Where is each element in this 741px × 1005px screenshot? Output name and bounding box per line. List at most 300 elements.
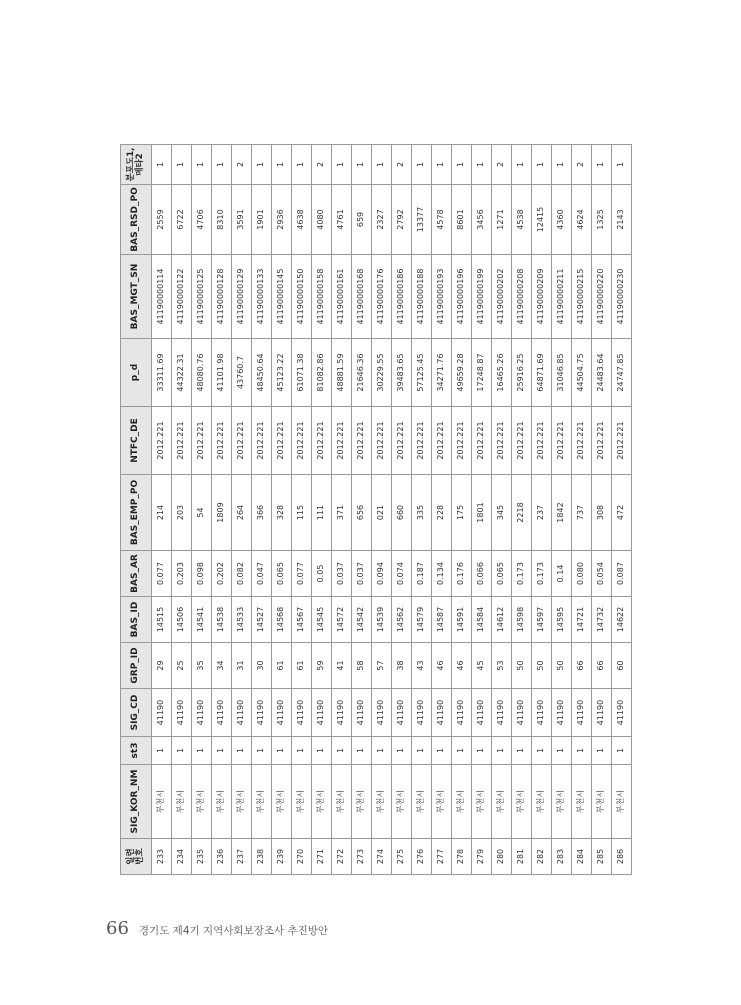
table-row xyxy=(432,145,452,875)
table-cell: 14527 xyxy=(252,597,272,643)
table-cell: 111 xyxy=(312,475,332,551)
table-cell: 41190 xyxy=(292,689,312,737)
table-cell: 0.173 xyxy=(512,551,532,597)
table-cell: 264 xyxy=(232,475,252,551)
column-header: NTFC_DE xyxy=(121,407,152,475)
table-cell: 1 xyxy=(252,737,272,765)
table-cell: 2559 xyxy=(152,185,172,255)
table-cell: 부천시 xyxy=(272,765,292,839)
table-cell: 0.187 xyxy=(412,551,432,597)
table-cell: 1 xyxy=(372,145,392,185)
table-cell: 6722 xyxy=(172,185,192,255)
table-cell: 1 xyxy=(452,737,472,765)
table-cell: 0.203 xyxy=(172,551,192,597)
table-cell: 61 xyxy=(292,643,312,689)
table-cell: 0.080 xyxy=(572,551,592,597)
table-cell: 1 xyxy=(432,145,452,185)
table-cell: 2012.221 xyxy=(312,407,332,475)
table-cell: 4761 xyxy=(332,185,352,255)
table-cell: 2936 xyxy=(272,185,292,255)
table-cell: 1 xyxy=(312,737,332,765)
table-cell: 41190000114 xyxy=(152,255,172,339)
table-cell: 24483.64 xyxy=(592,339,612,407)
table-cell: 281 xyxy=(512,839,532,875)
rotated-table-container xyxy=(120,145,626,875)
table-cell: 1 xyxy=(392,737,412,765)
table-cell: 1 xyxy=(192,145,212,185)
table-cell: 021 xyxy=(372,475,392,551)
table-cell: 2 xyxy=(492,145,512,185)
table-cell: 1 xyxy=(492,737,512,765)
table-cell: 0.054 xyxy=(592,551,612,597)
table-cell: 2012.221 xyxy=(472,407,492,475)
table-cell: 39483.65 xyxy=(392,339,412,407)
table-cell: 1 xyxy=(592,737,612,765)
table-cell: 41190 xyxy=(312,689,332,737)
table-cell: 3591 xyxy=(232,185,252,255)
table-cell: 41190000215 xyxy=(572,255,592,339)
column-header: BAS_ID xyxy=(121,597,152,643)
table-cell: 1901 xyxy=(252,185,272,255)
table-cell: 2012.221 xyxy=(592,407,612,475)
table-cell: 41190000230 xyxy=(612,255,632,339)
table-cell: 41190000158 xyxy=(312,255,332,339)
table-cell: 1 xyxy=(612,145,632,185)
table-cell: 41190000145 xyxy=(272,255,292,339)
table-cell: 14587 xyxy=(432,597,452,643)
table-row xyxy=(592,145,612,875)
table-cell: 2 xyxy=(232,145,252,185)
table-cell: 0.066 xyxy=(472,551,492,597)
table-cell: 4706 xyxy=(192,185,212,255)
table-cell: 41190 xyxy=(572,689,592,737)
table-cell: 0.065 xyxy=(272,551,292,597)
table-cell: 1 xyxy=(332,145,352,185)
table-cell: 50 xyxy=(552,643,572,689)
table-cell: 부천시 xyxy=(532,765,552,839)
table-cell: 214 xyxy=(152,475,172,551)
column-header: BAS_MGT_SN xyxy=(121,255,152,339)
table-cell: 46 xyxy=(452,643,472,689)
table-cell: 2 xyxy=(572,145,592,185)
column-header: BAS_AR xyxy=(121,551,152,597)
table-cell: 1 xyxy=(612,737,632,765)
table-cell: 61071.38 xyxy=(292,339,312,407)
table-cell: 308 xyxy=(592,475,612,551)
table-body xyxy=(152,145,632,875)
table-cell: 부천시 xyxy=(172,765,192,839)
table-cell: 1 xyxy=(152,737,172,765)
table-cell: 14568 xyxy=(272,597,292,643)
table-cell: 366 xyxy=(252,475,272,551)
table-cell: 부천시 xyxy=(432,765,452,839)
table-cell: 44322.31 xyxy=(172,339,192,407)
table-cell: 부천시 xyxy=(392,765,412,839)
table-cell: 2012.221 xyxy=(172,407,192,475)
table-cell: 48080.76 xyxy=(192,339,212,407)
table-cell: 부천시 xyxy=(372,765,392,839)
table-cell: 41190 xyxy=(272,689,292,737)
table-cell: 274 xyxy=(372,839,392,875)
table-cell: 17248.87 xyxy=(472,339,492,407)
table-cell: 14595 xyxy=(552,597,572,643)
table-cell: 277 xyxy=(432,839,452,875)
table-cell: 0.074 xyxy=(392,551,412,597)
table-cell: 273 xyxy=(352,839,372,875)
table-row xyxy=(252,145,272,875)
table-cell: 2218 xyxy=(512,475,532,551)
table-cell: 4538 xyxy=(512,185,532,255)
table-cell: 14567 xyxy=(292,597,312,643)
table-cell: 66 xyxy=(592,643,612,689)
table-cell: 41190000125 xyxy=(192,255,212,339)
table-cell: 1842 xyxy=(552,475,572,551)
table-cell: 46 xyxy=(432,643,452,689)
table-cell: 1325 xyxy=(592,185,612,255)
table-cell: 0.082 xyxy=(232,551,252,597)
table-cell: 0.098 xyxy=(192,551,212,597)
table-cell: 237 xyxy=(532,475,552,551)
table-cell: 0.065 xyxy=(492,551,512,597)
table-cell: 41190 xyxy=(512,689,532,737)
table-row xyxy=(292,145,312,875)
table-cell: 부천시 xyxy=(452,765,472,839)
table-cell: 1 xyxy=(352,737,372,765)
table-cell: 1 xyxy=(292,737,312,765)
table-cell: 2012.221 xyxy=(372,407,392,475)
table-cell: 57125.45 xyxy=(412,339,432,407)
column-header: p_d xyxy=(121,339,152,407)
table-cell: 0.087 xyxy=(612,551,632,597)
data-table xyxy=(120,144,632,875)
table-cell: 14562 xyxy=(392,597,412,643)
table-cell: 203 xyxy=(172,475,192,551)
table-cell: 41190000128 xyxy=(212,255,232,339)
table-cell: 0.037 xyxy=(332,551,352,597)
table-cell: 41190 xyxy=(432,689,452,737)
table-cell: 41190 xyxy=(612,689,632,737)
table-row xyxy=(272,145,292,875)
table-row xyxy=(152,145,172,875)
table-cell: 부천시 xyxy=(292,765,312,839)
table-cell: 41190 xyxy=(332,689,352,737)
column-header: GRP_ID xyxy=(121,643,152,689)
table-cell: 14579 xyxy=(412,597,432,643)
table-row xyxy=(412,145,432,875)
table-row xyxy=(332,145,352,875)
table-cell: 부천시 xyxy=(412,765,432,839)
table-cell: 275 xyxy=(392,839,412,875)
table-cell: 1 xyxy=(332,737,352,765)
table-cell: 2012.221 xyxy=(192,407,212,475)
table-cell: 부천시 xyxy=(332,765,352,839)
table-cell: 29 xyxy=(152,643,172,689)
table-cell: 2012.221 xyxy=(612,407,632,475)
table-cell: 1 xyxy=(472,145,492,185)
table-cell: 656 xyxy=(352,475,372,551)
table-cell: 280 xyxy=(492,839,512,875)
column-header: st3 xyxy=(121,737,152,765)
table-cell: 14622 xyxy=(612,597,632,643)
table-cell: 41190 xyxy=(232,689,252,737)
table-cell: 2327 xyxy=(372,185,392,255)
table-cell: 8601 xyxy=(452,185,472,255)
column-header: SIG_CD xyxy=(121,689,152,737)
table-cell: 41190000186 xyxy=(392,255,412,339)
table-row xyxy=(572,145,592,875)
table-cell: 41190 xyxy=(492,689,512,737)
table-cell: 21646.36 xyxy=(352,339,372,407)
table-cell: 41190 xyxy=(352,689,372,737)
table-cell: 부천시 xyxy=(312,765,332,839)
table-cell: 부천시 xyxy=(552,765,572,839)
table-cell: 3456 xyxy=(472,185,492,255)
table-cell: 33311.69 xyxy=(152,339,172,407)
table-cell: 1 xyxy=(572,737,592,765)
table-cell: 1801 xyxy=(472,475,492,551)
table-cell: 1 xyxy=(412,145,432,185)
table-cell: 41190 xyxy=(592,689,612,737)
table-cell: 41190 xyxy=(552,689,572,737)
table-cell: 283 xyxy=(552,839,572,875)
table-cell: 41190000211 xyxy=(552,255,572,339)
table-row xyxy=(452,145,472,875)
table-cell: 115 xyxy=(292,475,312,551)
table-cell: 58 xyxy=(352,643,372,689)
table-cell: 1 xyxy=(172,145,192,185)
table-row xyxy=(552,145,572,875)
table-cell: 14533 xyxy=(232,597,252,643)
table-header-row xyxy=(121,145,152,875)
table-cell: 659 xyxy=(352,185,372,255)
table-cell: 41190 xyxy=(192,689,212,737)
table-cell: 41190000168 xyxy=(352,255,372,339)
table-cell: 54 xyxy=(192,475,212,551)
table-row xyxy=(192,145,212,875)
table-cell: 0.202 xyxy=(212,551,232,597)
table-cell: 2012.221 xyxy=(432,407,452,475)
table-cell: 41190 xyxy=(372,689,392,737)
table-row xyxy=(512,145,532,875)
table-cell: 2012.221 xyxy=(252,407,272,475)
table-cell: 14572 xyxy=(332,597,352,643)
table-cell: 31 xyxy=(232,643,252,689)
table-cell: 35 xyxy=(192,643,212,689)
table-cell: 41190000161 xyxy=(332,255,352,339)
table-cell: 1271 xyxy=(492,185,512,255)
table-cell: 부천시 xyxy=(232,765,252,839)
table-cell: 272 xyxy=(332,839,352,875)
table-cell: 41190000202 xyxy=(492,255,512,339)
table-cell: 부천시 xyxy=(192,765,212,839)
table-cell: 4360 xyxy=(552,185,572,255)
table-cell: 1 xyxy=(532,737,552,765)
table-cell: 2 xyxy=(312,145,332,185)
table-cell: 0.05 xyxy=(312,551,332,597)
table-cell: 14732 xyxy=(592,597,612,643)
table-cell: 60 xyxy=(612,643,632,689)
column-header: BAS_RSD_PO xyxy=(121,185,152,255)
table-cell: 30229.55 xyxy=(372,339,392,407)
table-cell: 14584 xyxy=(472,597,492,643)
table-cell: 41190 xyxy=(452,689,472,737)
table-cell: 31046.85 xyxy=(552,339,572,407)
table-cell: 14542 xyxy=(352,597,372,643)
table-cell: 233 xyxy=(152,839,172,875)
table-cell: 48450.64 xyxy=(252,339,272,407)
table-cell: 1 xyxy=(192,737,212,765)
table-cell: 328 xyxy=(272,475,292,551)
table-cell: 14721 xyxy=(572,597,592,643)
table-cell: 1 xyxy=(292,145,312,185)
table-cell: 25 xyxy=(172,643,192,689)
table-cell: 41190 xyxy=(392,689,412,737)
table-cell: 34271.76 xyxy=(432,339,452,407)
table-cell: 41190 xyxy=(412,689,432,737)
table-cell: 4638 xyxy=(292,185,312,255)
table-cell: 49659.28 xyxy=(452,339,472,407)
table-cell: 660 xyxy=(392,475,412,551)
table-cell: 14539 xyxy=(372,597,392,643)
table-cell: 1 xyxy=(552,737,572,765)
table-cell: 41190 xyxy=(172,689,192,737)
table-cell: 13377 xyxy=(412,185,432,255)
table-cell: 1 xyxy=(552,145,572,185)
table-cell: 부천시 xyxy=(572,765,592,839)
table-row xyxy=(352,145,372,875)
table-cell: 0.047 xyxy=(252,551,272,597)
table-cell: 41190000220 xyxy=(592,255,612,339)
table-cell: 41190000133 xyxy=(252,255,272,339)
table-cell: 1 xyxy=(272,737,292,765)
table-cell: 4080 xyxy=(312,185,332,255)
table-cell: 14598 xyxy=(512,597,532,643)
table-cell: 1 xyxy=(472,737,492,765)
table-cell: 2012.221 xyxy=(232,407,252,475)
table-cell: 175 xyxy=(452,475,472,551)
table-cell: 부천시 xyxy=(252,765,272,839)
table-cell: 278 xyxy=(452,839,472,875)
table-cell: 0.176 xyxy=(452,551,472,597)
table-cell: 1 xyxy=(512,145,532,185)
table-cell: 14541 xyxy=(192,597,212,643)
table-cell: 234 xyxy=(172,839,192,875)
table-cell: 1 xyxy=(152,145,172,185)
table-cell: 43 xyxy=(412,643,432,689)
table-cell: 16465.26 xyxy=(492,339,512,407)
table-cell: 270 xyxy=(292,839,312,875)
column-header: 분포도1, 메타2 xyxy=(121,145,152,185)
table-cell: 1 xyxy=(232,737,252,765)
table-row xyxy=(612,145,632,875)
table-cell: 34 xyxy=(212,643,232,689)
table-cell: 8310 xyxy=(212,185,232,255)
table-cell: 1 xyxy=(372,737,392,765)
table-cell: 41190000129 xyxy=(232,255,252,339)
table-cell: 239 xyxy=(272,839,292,875)
table-cell: 1 xyxy=(212,737,232,765)
table-cell: 41101.98 xyxy=(212,339,232,407)
page-number: 66 xyxy=(106,918,129,939)
table-row xyxy=(312,145,332,875)
table-row xyxy=(172,145,192,875)
table-cell: 276 xyxy=(412,839,432,875)
table-cell: 61 xyxy=(272,643,292,689)
table-cell: 236 xyxy=(212,839,232,875)
table-row xyxy=(392,145,412,875)
table-cell: 43760.7 xyxy=(232,339,252,407)
table-cell: 41190000199 xyxy=(472,255,492,339)
table-cell: 271 xyxy=(312,839,332,875)
table-cell: 0.077 xyxy=(152,551,172,597)
table-cell: 0.077 xyxy=(292,551,312,597)
table-cell: 14545 xyxy=(312,597,332,643)
table-cell: 235 xyxy=(192,839,212,875)
table-cell: 41190 xyxy=(252,689,272,737)
rotated-table-frame xyxy=(120,145,626,875)
table-cell: 41 xyxy=(332,643,352,689)
table-cell: 2012.221 xyxy=(512,407,532,475)
table-cell: 737 xyxy=(572,475,592,551)
table-cell: 50 xyxy=(532,643,552,689)
table-cell: 2012.221 xyxy=(272,407,292,475)
table-cell: 2012.221 xyxy=(552,407,572,475)
column-header: BAS_EMP_PO xyxy=(121,475,152,551)
table-cell: 2012.221 xyxy=(212,407,232,475)
column-header: 일련 번호 xyxy=(121,839,152,875)
table-cell: 0.173 xyxy=(532,551,552,597)
table-cell: 286 xyxy=(612,839,632,875)
table-cell: 41190000208 xyxy=(512,255,532,339)
table-cell: 부천시 xyxy=(492,765,512,839)
table-cell: 50 xyxy=(512,643,532,689)
table-row xyxy=(232,145,252,875)
table-cell: 41190000150 xyxy=(292,255,312,339)
table-cell: 45 xyxy=(472,643,492,689)
table-cell: 335 xyxy=(412,475,432,551)
table-cell: 부천시 xyxy=(212,765,232,839)
table-cell: 1 xyxy=(212,145,232,185)
table-cell: 1 xyxy=(532,145,552,185)
table-cell: 238 xyxy=(252,839,272,875)
table-cell: 284 xyxy=(572,839,592,875)
table-cell: 57 xyxy=(372,643,392,689)
table-cell: 14506 xyxy=(172,597,192,643)
table-cell: 41190000193 xyxy=(432,255,452,339)
table-cell: 4578 xyxy=(432,185,452,255)
table-cell: 12415 xyxy=(532,185,552,255)
table-cell: 48881.59 xyxy=(332,339,352,407)
table-cell: 41190000209 xyxy=(532,255,552,339)
table-cell: 66 xyxy=(572,643,592,689)
table-cell: 41190 xyxy=(152,689,172,737)
table-cell: 2012.221 xyxy=(152,407,172,475)
table-cell: 2792 xyxy=(392,185,412,255)
table-cell: 부천시 xyxy=(472,765,492,839)
table-cell: 부천시 xyxy=(592,765,612,839)
table-cell: 45123.22 xyxy=(272,339,292,407)
table-cell: 41190 xyxy=(212,689,232,737)
table-cell: 부천시 xyxy=(352,765,372,839)
table-cell: 345 xyxy=(492,475,512,551)
table-cell: 14538 xyxy=(212,597,232,643)
table-cell: 0.094 xyxy=(372,551,392,597)
table-cell: 1 xyxy=(172,737,192,765)
table-cell: 부천시 xyxy=(152,765,172,839)
table-cell: 2012.221 xyxy=(452,407,472,475)
table-cell: 41190 xyxy=(472,689,492,737)
table-cell: 2012.221 xyxy=(352,407,372,475)
